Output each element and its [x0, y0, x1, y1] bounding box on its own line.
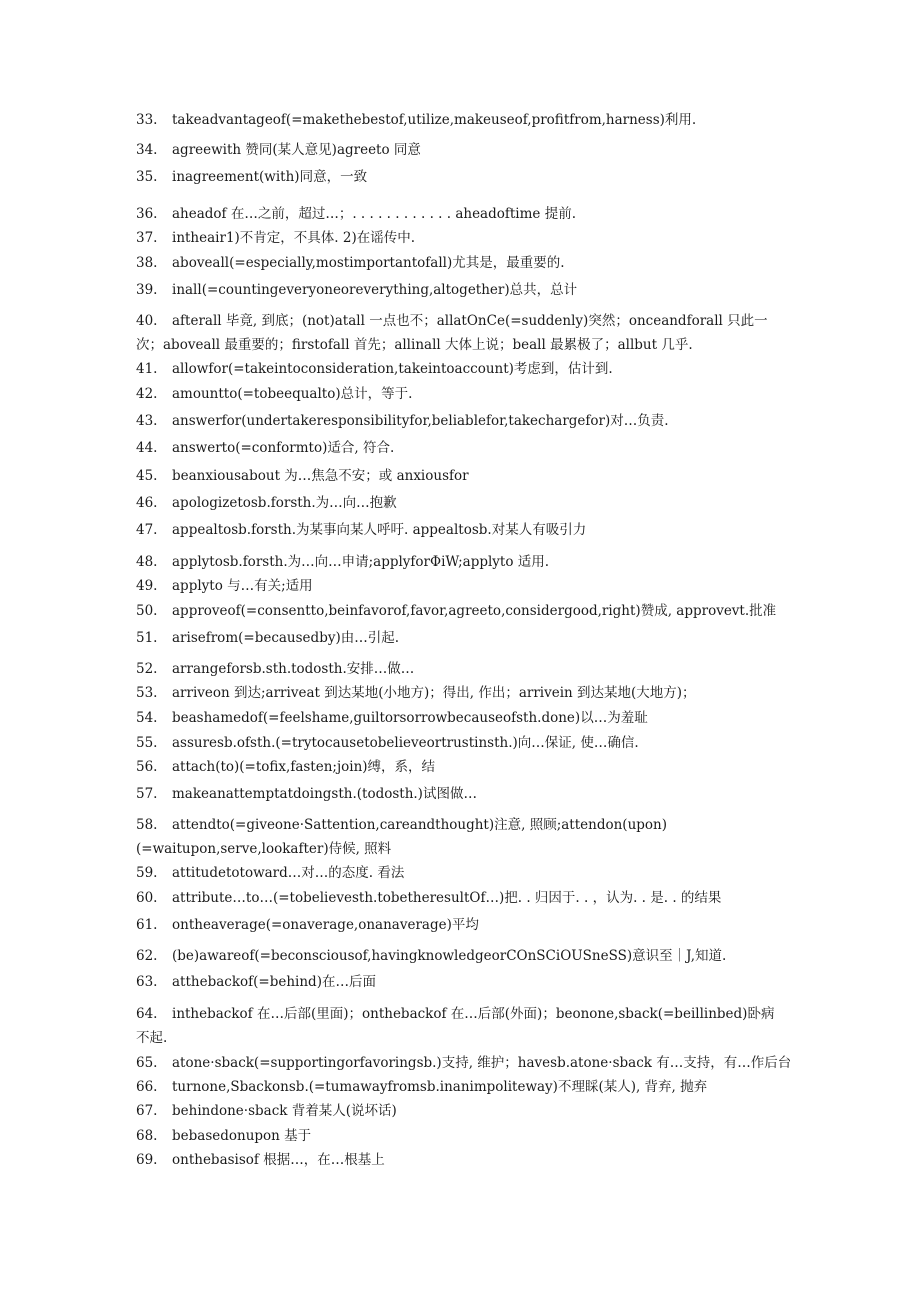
- entry-number: 59.: [136, 865, 158, 881]
- entry-number: 66.: [136, 1079, 158, 1095]
- entry-number: 55.: [136, 735, 158, 751]
- entry-number: 38.: [136, 255, 158, 271]
- entry-36: [136, 202, 786, 226]
- entry-53: [136, 681, 786, 705]
- entry-text: agreewith 赞同(某人意见)agreeto 同意: [172, 142, 421, 158]
- entry-69: [136, 1148, 786, 1172]
- entry-text: attitudetotoward…对…的态度. 看法: [172, 865, 405, 881]
- entry-number: 53.: [136, 685, 158, 701]
- entry-text: beanxiousabout 为…焦急不安；或 anxiousfor: [172, 468, 469, 484]
- entry-51: [136, 626, 786, 650]
- entry-67: [136, 1099, 786, 1123]
- entry-text: applyto 与…有关;适用: [172, 578, 313, 594]
- entry-text: arrangeforsb.sth.todosth.安排…做…: [172, 661, 415, 677]
- entry-40: [136, 309, 786, 357]
- entry-text: appealtosb.forsth.为某事向某人呼吁. appealtosb.对某人有吸引力: [172, 522, 587, 538]
- entry-number: 61.: [136, 917, 158, 933]
- entry-number: 36.: [136, 206, 158, 222]
- entry-number: 34.: [136, 142, 158, 158]
- entry-text: answerfor(undertakeresponsibilityfor,beliablefor,takechargefor)对…负责.: [172, 413, 669, 429]
- entry-66: [136, 1075, 786, 1099]
- entry-number: 65.: [136, 1055, 158, 1071]
- entry-text: approveof(=consentto,beinfavorof,favor,agreeto,considergood,right)赞成, approvevt.批准: [172, 603, 777, 619]
- entry-number: 33.: [136, 112, 158, 128]
- entry-48: [136, 550, 786, 574]
- entry-text: allowfor(=takeintoconsideration,takeintoaccount)考虑到，估计到.: [172, 361, 613, 377]
- entry-number: 35.: [136, 169, 158, 185]
- entry-text: turnone,Sbackonsb.(=tumawayfromsb.inanimpoliteway)不理睬(某人), 背弃, 抛弃: [172, 1079, 708, 1095]
- entry-number: 56.: [136, 759, 158, 775]
- entry-text: ontheaverage(=onaverage,onanaverage)平均: [172, 917, 479, 933]
- entry-number: 46.: [136, 495, 158, 511]
- entry-number: 54.: [136, 710, 158, 726]
- entry-46: [136, 491, 786, 515]
- entry-text: onthebasisof 根据…，在…根基上: [172, 1152, 385, 1168]
- entry-37: [136, 226, 786, 250]
- entry-text: atthebackof(=behind)在…后面: [172, 974, 376, 990]
- entry-number: 60.: [136, 890, 158, 906]
- entry-59: [136, 861, 786, 885]
- entry-number: 57.: [136, 786, 158, 802]
- entry-65: [136, 1051, 792, 1075]
- entry-text: bebasedonupon 基于: [172, 1128, 312, 1144]
- entry-47: [136, 518, 786, 542]
- entry-45: [136, 464, 786, 488]
- entry-text: aheadof 在…之前，超过…；. . . . . . . . . . . . aheadoftime 提前.: [172, 206, 576, 222]
- entry-63: [136, 970, 786, 994]
- entry-text: inagreement(with)同意，一致: [172, 169, 368, 185]
- entry-text: attendto(=giveone·Sattention,careandthought)注意, 照顾;attendon(upon)(=waitupon,serve,lookafter)侍候, 照料: [136, 817, 667, 857]
- entry-number: 68.: [136, 1128, 158, 1144]
- entry-text: (be)awareof(=beconsciousof,havingknowledgeorCOnSCiOUSneSS)意识至｜J,知道.: [172, 948, 727, 964]
- entry-number: 43.: [136, 413, 158, 429]
- entry-56: [136, 755, 786, 779]
- entry-text: intheair1)不肯定，不具体. 2)在谣传中.: [172, 230, 416, 246]
- entry-number: 40.: [136, 313, 158, 329]
- entry-42: [136, 382, 786, 406]
- entry-49: [136, 574, 786, 598]
- entry-text: atone·sback(=supportingorfavoringsb.)支持, 维护；havesb.atone·sback 有…支持，有…作后台: [172, 1055, 792, 1071]
- entry-text: amountto(=tobeequalto)总计，等于.: [172, 386, 413, 402]
- entry-38: [136, 251, 786, 275]
- entry-54: [136, 706, 786, 730]
- entry-35: [136, 165, 786, 189]
- entry-text: takeadvantageof(=makethebestof,utilize,makeuseof,profitfrom,harness)利用.: [172, 112, 697, 128]
- entry-44: [136, 436, 786, 460]
- entry-text: apologizetosb.forsth.为…向…抱歉: [172, 495, 397, 511]
- entry-text: beashamedof(=feelshame,guiltorsorrowbecauseofsth.done)以…为羞耻: [172, 710, 648, 726]
- entry-39: [136, 278, 786, 302]
- entry-text: answerto(=conformto)适合, 符合.: [172, 440, 395, 456]
- entry-number: 67.: [136, 1103, 158, 1119]
- entry-text: arisefrom(=becausedby)由…引起.: [172, 630, 400, 646]
- entry-text: behindone·sback 背着某人(说坏话): [172, 1103, 397, 1119]
- entry-text: arriveon 到达;arriveat 到达某地(小地方)；得出, 作出；arrivein 到达某地(大地方)；: [172, 685, 696, 701]
- entry-text: aboveall(=especially,mostimportantofall)尤其是，最重要的.: [172, 255, 565, 271]
- entry-60: [136, 886, 786, 910]
- entry-number: 48.: [136, 554, 158, 570]
- entry-number: 64.: [136, 1006, 158, 1022]
- entry-57: [136, 782, 786, 806]
- entry-number: 69.: [136, 1152, 158, 1168]
- entry-34: [136, 138, 786, 162]
- entry-text: inall(=countingeveryoneoreverything,altogether)总共，总计: [172, 282, 578, 298]
- entry-61: [136, 913, 786, 937]
- entry-50: [136, 599, 786, 623]
- entry-number: 45.: [136, 468, 158, 484]
- entry-text: inthebackof 在…后部(里面)；onthebackof 在…后部(外面)；beonone,sback(=beillinbed)卧病不起.: [136, 1006, 775, 1046]
- entry-number: 41.: [136, 361, 158, 377]
- entry-text: makeanattemptatdoingsth.(todosth.)试图做…: [172, 786, 477, 802]
- entry-55: [136, 731, 786, 755]
- entry-text: attach(to)(=tofix,fasten;join)缚，系，结: [172, 759, 436, 775]
- entry-number: 49.: [136, 578, 158, 594]
- entry-number: 63.: [136, 974, 158, 990]
- entry-68: [136, 1124, 786, 1148]
- entry-text: afterall 毕竟, 到底；(not)atall 一点也不；allatOnCe(=suddenly)突然；onceandforall 只此一次；aboveall 最重要的；firstofall 首先；allinall 大体上说；beall 最累极了；allbut 几乎.: [136, 313, 768, 353]
- entry-number: 42.: [136, 386, 158, 402]
- entry-number: 62.: [136, 948, 158, 964]
- entry-64: [136, 1002, 786, 1050]
- entry-33: [136, 108, 786, 132]
- entry-58: [136, 813, 786, 861]
- entry-number: 37.: [136, 230, 158, 246]
- entry-number: 51.: [136, 630, 158, 646]
- entry-number: 39.: [136, 282, 158, 298]
- entry-52: [136, 657, 786, 681]
- entry-number: 52.: [136, 661, 158, 677]
- entry-62: [136, 944, 786, 968]
- entry-41: [136, 357, 786, 381]
- entry-text: assuresb.ofsth.(=trytocausetobelieveortrustinsth.)向…保证, 使…确信.: [172, 735, 639, 751]
- entry-number: 50.: [136, 603, 158, 619]
- entry-number: 47.: [136, 522, 158, 538]
- entry-text: attribute…to…(=tobelievesth.tobetheresultOf…)把. . 归因于. . ，认为. . 是. . 的结果: [172, 890, 722, 906]
- entry-text: applytosb.forsth.为…向…申请;applyforΦiW;applyto 适用.: [172, 554, 550, 570]
- entry-43: [136, 409, 786, 433]
- entry-number: 44.: [136, 440, 158, 456]
- entry-number: 58.: [136, 817, 158, 833]
